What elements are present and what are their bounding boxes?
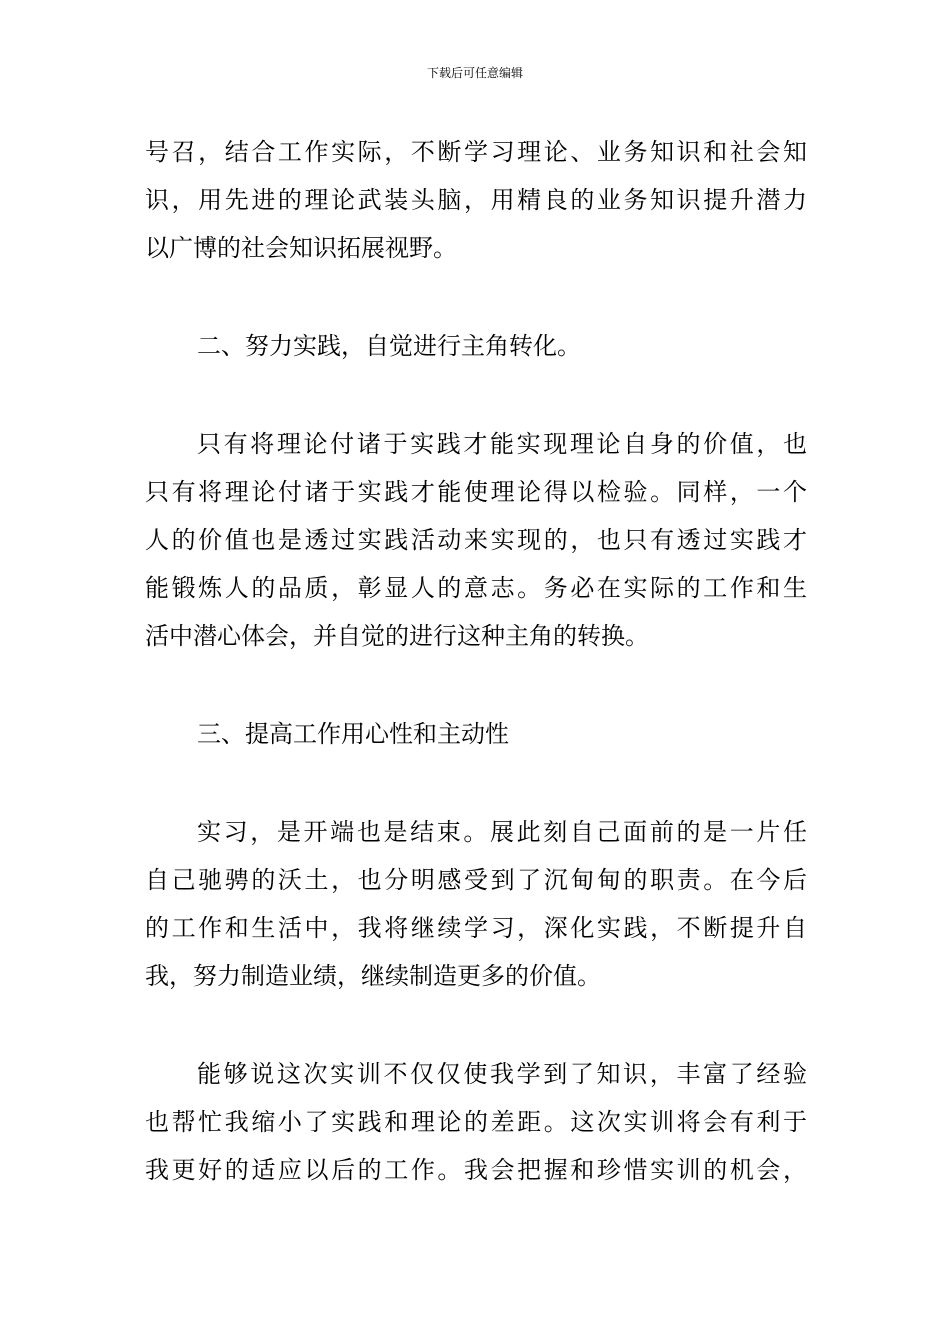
- text-line: 的工作和生活中，我将继续学习，深化实践，不断提升自: [145, 914, 807, 942]
- spacer: [145, 272, 807, 322]
- text-line: 人的价值也是透过实践活动来实现的，也只有透过实践才: [145, 526, 807, 554]
- text-line: 我，努力制造业绩，继续制造更多的价值。: [145, 962, 601, 990]
- text-line: 号召，结合工作实际，不断学习理论、业务知识和社会知: [145, 138, 807, 166]
- text-line: 实习，是开端也是结束。展此刻自己面前的是一片任: [197, 818, 807, 846]
- section-heading-2: 二、努力实践，自觉进行主角转化。: [197, 332, 581, 360]
- text-line: 也帮忙我缩小了实践和理论的差距。这次实训将会有利于: [145, 1108, 807, 1136]
- text-line: 能够说这次实训不仅仅使我学到了知识，丰富了经验: [197, 1060, 807, 1088]
- paragraph-3: [145, 808, 807, 1000]
- paragraph-4: [145, 1050, 807, 1194]
- document-body: [145, 128, 807, 1194]
- spacer: [145, 1000, 807, 1050]
- text-line: 活中潜心体会，并自觉的进行这种主角的转换。: [145, 622, 649, 650]
- page-header: 下载后可任意编辑: [426, 66, 523, 80]
- spacer: [145, 758, 807, 808]
- text-line: 只有将理论付诸于实践才能实现理论自身的价值，也: [197, 430, 807, 458]
- text-line: 以广博的社会知识拓展视野。: [145, 234, 457, 262]
- paragraph-1: [145, 128, 807, 272]
- text-line: 识，用先进的理论武装头脑，用精良的业务知识提升潜力: [145, 186, 807, 214]
- text-line: 我更好的适应以后的工作。我会把握和珍惜实训的机会，: [145, 1156, 807, 1184]
- paragraph-2: [145, 420, 807, 660]
- spacer: [145, 660, 807, 710]
- text-line: 能锻炼人的品质，彰显人的意志。务必在实际的工作和生: [145, 574, 807, 602]
- text-line: 只有将理论付诸于实践才能使理论得以检验。同样，一个: [145, 478, 807, 506]
- spacer: [145, 370, 807, 420]
- text-line: 自己驰骋的沃土，也分明感受到了沉甸甸的职责。在今后: [145, 866, 807, 894]
- section-heading-3: 三、提高工作用心性和主动性: [197, 720, 509, 748]
